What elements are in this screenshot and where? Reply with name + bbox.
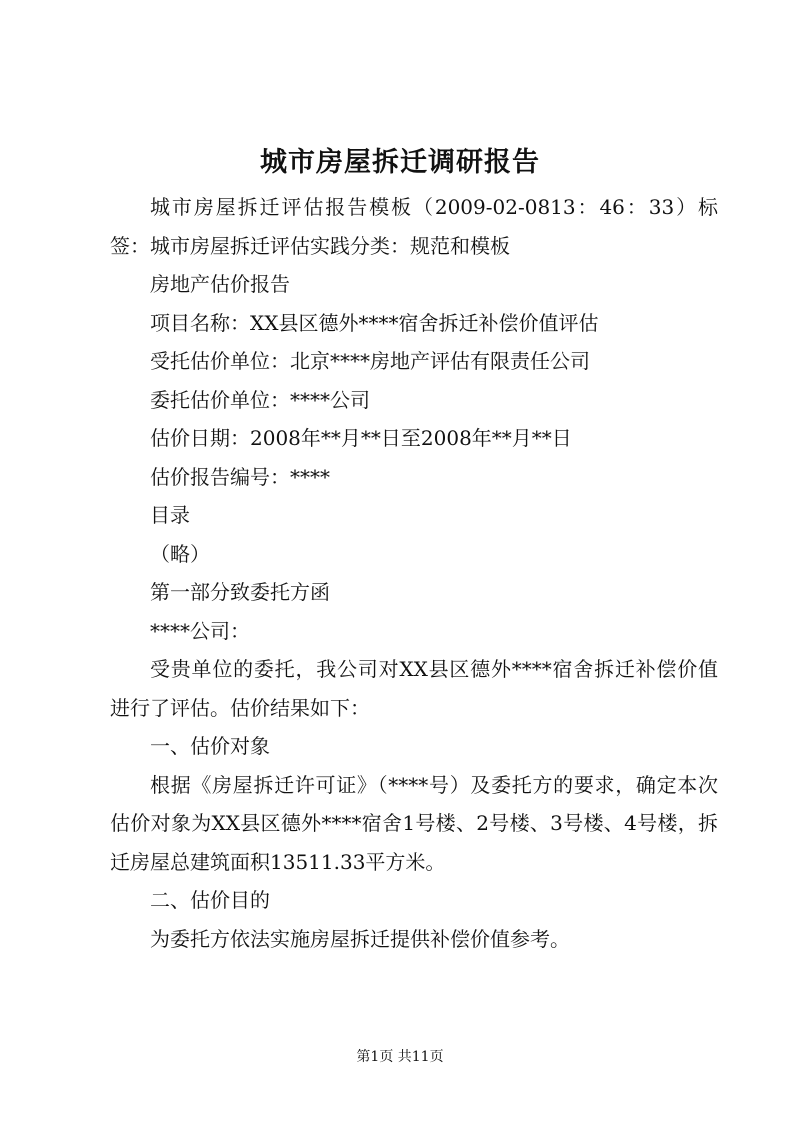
paragraph-toc-omitted: （略） — [150, 541, 210, 566]
paragraph-salutation: ****公司： — [150, 618, 250, 643]
paragraph-purpose-description: 为委托方依法实施房屋拆迁提供补偿价值参考。 — [150, 926, 570, 951]
paragraph-appraiser: 受托估价单位：北京****房地产评估有限责任公司 — [150, 349, 590, 373]
paragraph-section-object: 一、估价对象 — [150, 734, 270, 758]
document-body — [110, 188, 718, 958]
paragraph-object-description: 根据《房屋拆迁许可证》（****号）及委托方的要求，确定本次估价对象为XX县区德外****宿舍1号楼、2号楼、3号楼、4号楼，拆迁房屋总建筑面积13511.33平方米。 — [110, 772, 718, 874]
paragraph-section-purpose: 二、估价目的 — [150, 888, 270, 912]
paragraph-valuation-date: 估价日期：2008年**月**日至2008年**月**日 — [150, 426, 572, 450]
paragraph-template-info: 城市房屋拆迁评估报告模板（2009-02-0813：46：33）标签：城市房屋拆迁评估实践分类：规范和模板 — [110, 195, 718, 258]
paragraph-letter-intro: 受贵单位的委托，我公司对XX县区德外****宿舍拆迁补偿价值进行了评估。估价结果如下： — [110, 657, 718, 720]
paragraph-client: 委托估价单位：****公司 — [150, 387, 370, 412]
paragraph-report-heading: 房地产估价报告 — [150, 272, 290, 296]
paragraph-toc-heading: 目录 — [150, 503, 190, 527]
page-title: 城市房屋拆迁调研报告 — [260, 147, 540, 178]
paragraph-project-name: 项目名称：XX县区德外****宿舍拆迁补偿价值评估 — [150, 310, 599, 335]
page-footer: 第1页 共11页 — [356, 1049, 444, 1065]
paragraph-report-number: 估价报告编号：**** — [150, 464, 330, 489]
paragraph-part-one-heading: 第一部分致委托方函 — [150, 580, 330, 604]
